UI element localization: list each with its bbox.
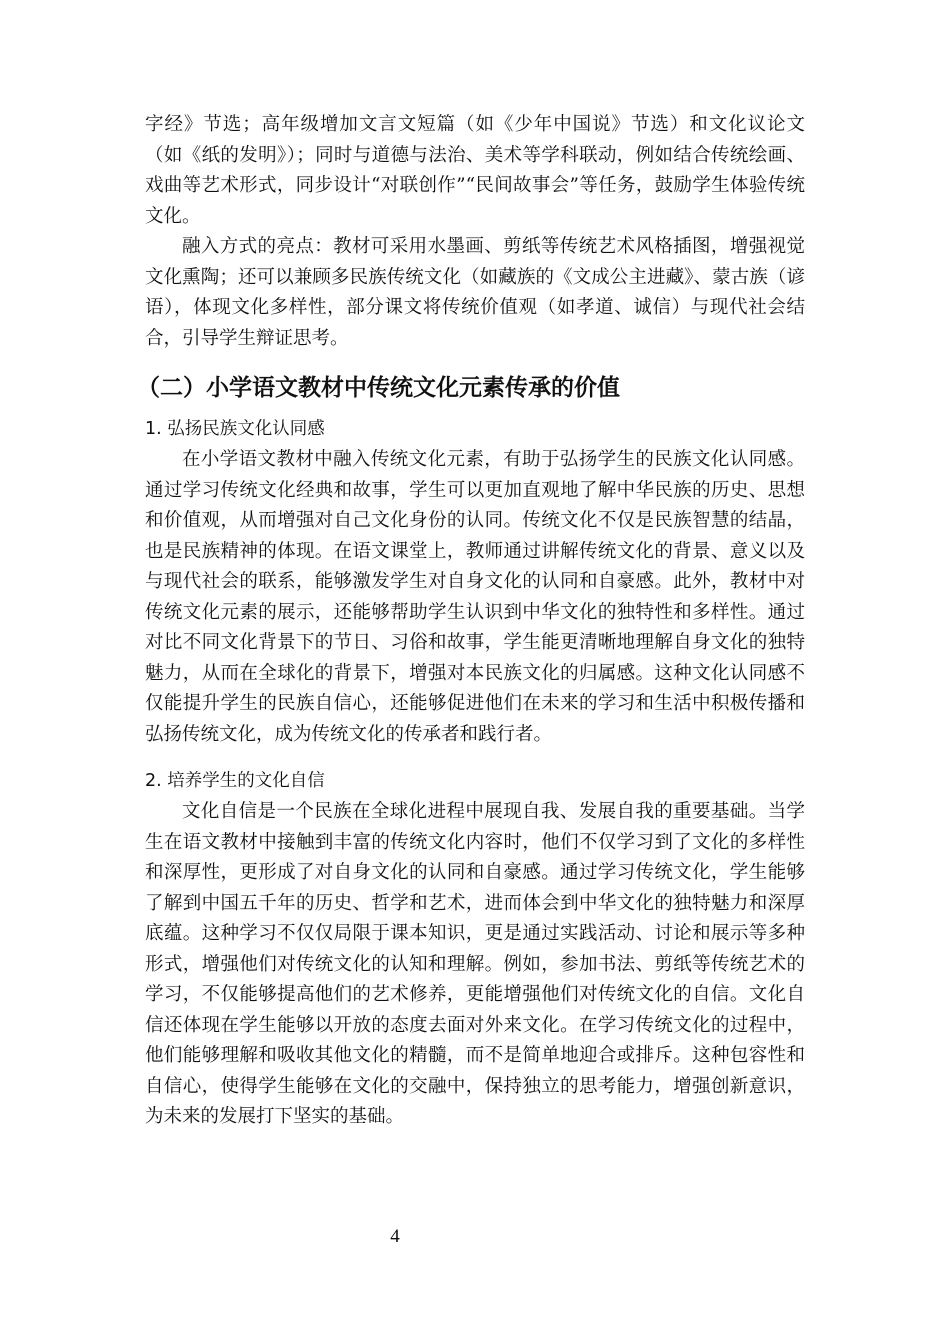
section-heading: （二）小学语文教材中传统文化元素传承的价值	[137, 375, 620, 401]
subsection-heading-2: 2. 培养学生的文化自信	[145, 771, 325, 791]
intro-paragraph-continued: 字经》节选；高年级增加文言文短篇（如《少年中国说》节选）和文化议论文（如《纸的发明》）；同时与道德与法治、美术等学科联动，例如结合传统绘画、戏曲等艺术形式，同步设计“对联创作”“民间故事会”等任务，鼓励学生体验传统文化。	[145, 114, 805, 227]
subsection-heading-1: 1. 弘扬民族文化认同感	[145, 419, 325, 439]
intro-paragraph-highlights: 融入方式的亮点：教材可采用水墨画、剪纸等传统艺术风格插图，增强视觉文化熏陶；还可以兼顾多民族传统文化（如藏族的《文成公主进藏》、蒙古族（谚语），体现文化多样性，部分课文将传统价值观（如孝道、诚信）与现代社会结合，引导学生辩证思考。	[145, 236, 805, 349]
subsection-body-1: 在小学语文教材中融入传统文化元素，有助于弘扬学生的民族文化认同感。通过学习传统文化经典和故事，学生可以更加直观地了解中华民族的历史、思想和价值观，从而增强对自己文化身份的认同。传统文化不仅是民族智慧的结晶，也是民族精神的体现。在语文课堂上，教师通过讲解传统文化的背景、意义以及与现代社会的联系，能够激发学生对自身文化的认同和自豪感。此外，教材中对传统文化元素的展示，还能够帮助学生认识到中华文化的独特性和多样性。通过对比不同文化背景下的节日、习俗和故事，学生能更清晰地理解自身文化的独特魅力，从而在全球化的背景下，增强对本民族文化的归属感。这种文化认同感不仅能提升学生的民族自信心，还能够促进他们在未来的学习和生活中积极传播和弘扬传统文化，成为传统文化的传承者和践行者。	[145, 449, 805, 745]
subsection-body-2: 文化自信是一个民族在全球化进程中展现自我、发展自我的重要基础。当学生在语文教材中接触到丰富的传统文化内容时，他们不仅学习到了文化的多样性和深厚性，更形成了对自身文化的认同和自豪感。通过学习传统文化，学生能够了解到中国五千年的历史、哲学和艺术，进而体会到中华文化的独特魅力和深厚底蕴。这种学习不仅仅局限于课本知识，更是通过实践活动、讨论和展示等多种形式，增强他们对传统文化的认知和理解。例如，参加书法、剪纸等传统艺术的学习，不仅能够提高他们的艺术修养，更能增强他们对传统文化的自信。文化自信还体现在学生能够以开放的态度去面对外来文化。在学习传统文化的过程中，他们能够理解和吸收其他文化的精髓，而不是简单地迎合或排斥。这种包容性和自信心，使得学生能够在文化的交融中，保持独立的思考能力，增强创新意识，为未来的发展打下坚实的基础。	[145, 801, 805, 1127]
page-number: 4	[390, 1226, 400, 1247]
page-content	[137, 110, 805, 1133]
spacer	[145, 750, 805, 758]
